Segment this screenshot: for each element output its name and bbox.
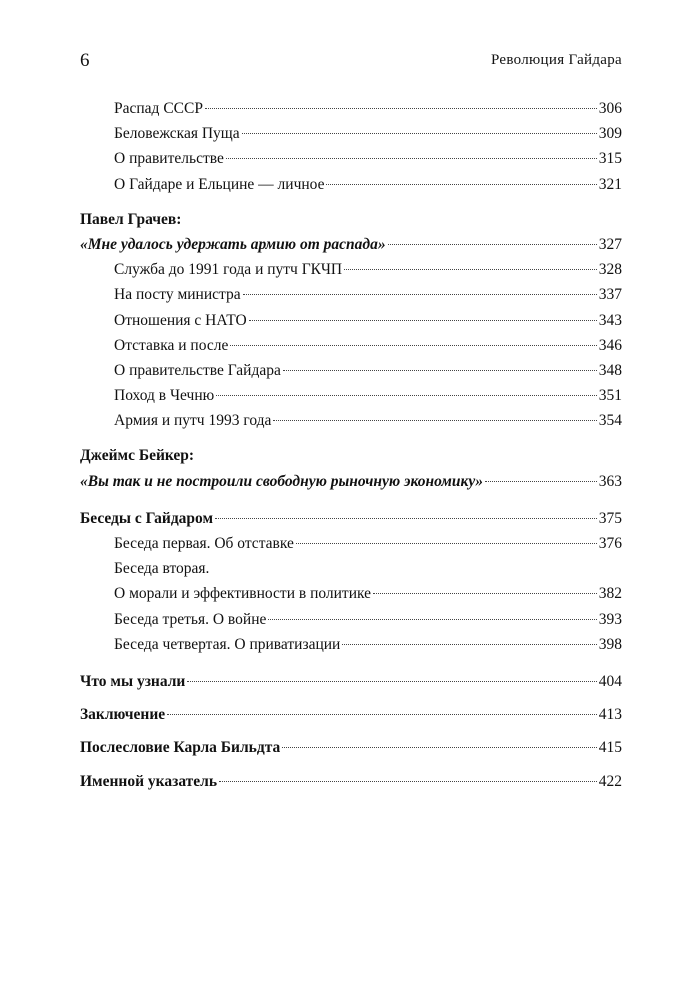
running-title: Революция Гайдара (490, 52, 622, 68)
toc-entry-label: Беловежская Пуща (114, 125, 240, 143)
toc-entry-page: 315 (598, 150, 622, 168)
dot-leader (187, 681, 596, 682)
toc-entry-label: Служба до 1991 года и путч ГКЧП (114, 261, 343, 279)
toc-entry-label: О правительстве (114, 150, 224, 168)
dot-leader (282, 747, 596, 748)
toc-entry-page: 398 (598, 635, 622, 653)
toc-entry-label: О Гайдаре и Ельцине — личное (114, 175, 325, 193)
toc-entry[interactable] (80, 121, 622, 146)
toc-entry-page: 346 (598, 336, 622, 354)
toc-entry-page: 306 (598, 100, 622, 117)
dot-leader (342, 644, 596, 645)
dot-leader (388, 244, 597, 245)
toc-entry[interactable] (80, 146, 622, 171)
toc-entry-page: 393 (598, 610, 622, 628)
toc-entry-label: О морали и эффективности в политике (114, 585, 372, 603)
dot-leader (249, 320, 597, 321)
dot-leader (344, 269, 597, 270)
running-head (80, 50, 622, 78)
toc-entry-page: 328 (598, 261, 622, 279)
toc-entry-page: 415 (598, 739, 622, 757)
toc-entry-page: 376 (598, 535, 622, 552)
dot-leader (485, 481, 597, 482)
toc-section-entry[interactable] (80, 769, 622, 794)
toc-entry-page: 363 (598, 472, 622, 490)
section-author: Джеймс Бейкер: (80, 447, 195, 465)
dot-leader (219, 781, 597, 782)
dot-leader (242, 133, 597, 134)
toc-entry-first-line: Беседа вторая. (114, 560, 210, 578)
dot-leader (273, 420, 596, 421)
dot-leader (226, 158, 597, 159)
toc-entry-page: 354 (598, 412, 622, 430)
toc-entry[interactable] (80, 282, 622, 307)
toc-entry-page: 422 (598, 772, 622, 790)
toc-entry-label: На посту министра (114, 286, 241, 304)
dot-leader (205, 108, 597, 109)
toc-entry[interactable] (80, 581, 622, 606)
toc-entry-label: Беседа третья. О войне (114, 610, 267, 628)
toc-section-entry[interactable] (80, 702, 622, 727)
toc-entry-page: 404 (598, 672, 622, 690)
toc-entry-label: Поход в Чечню (114, 387, 215, 405)
section-title: Заключение (80, 706, 166, 724)
toc-entry-page: 321 (598, 175, 622, 193)
section-title: «Мне удалось удержать армию от распада» (80, 235, 386, 253)
dot-leader (373, 593, 597, 594)
toc-entry-page: 327 (598, 235, 622, 253)
dot-leader (167, 714, 597, 715)
toc-entry-page: 382 (598, 585, 622, 603)
section-title: Именной указатель (80, 772, 218, 790)
toc-section-entry[interactable] (80, 669, 622, 694)
toc-entry-label: Беседа первая. Об отставке (114, 535, 294, 552)
toc-entry[interactable] (80, 358, 622, 383)
toc-section-entry[interactable] (80, 232, 622, 257)
toc-entry-page: 375 (598, 509, 622, 527)
dot-leader (296, 543, 597, 544)
toc-entry[interactable] (80, 333, 622, 358)
toc-entry-label: Армия и путч 1993 года (114, 412, 272, 430)
toc-entry-label: Отношения с НАТО (114, 311, 247, 329)
toc-entry[interactable] (80, 531, 622, 556)
dot-leader (283, 370, 597, 371)
section-title: Беседы с Гайдаром (80, 509, 214, 527)
toc-entry-label: Распад СССР (114, 100, 203, 117)
toc-section-entry[interactable] (80, 469, 622, 494)
toc-entry-page: 343 (598, 311, 622, 329)
toc-entry[interactable] (80, 257, 622, 282)
dot-leader (230, 345, 596, 346)
toc-entry-page: 309 (598, 125, 622, 143)
toc-entry-label: Беседа четвертая. О приватизации (114, 635, 341, 653)
toc-entry-page: 351 (598, 387, 622, 405)
toc-entry[interactable] (80, 96, 622, 121)
page-number: 6 (80, 50, 90, 71)
toc-section-entry[interactable] (80, 506, 622, 531)
toc-entry-page: 348 (598, 361, 622, 379)
section-title: «Вы так и не построили свободную рыночную экономику» (80, 472, 483, 490)
section-title: Послесловие Карла Бильдта (80, 739, 281, 757)
dot-leader (268, 619, 596, 620)
dot-leader (216, 395, 597, 396)
dot-leader (243, 294, 597, 295)
toc-entry[interactable] (80, 408, 622, 433)
toc-entry[interactable] (80, 383, 622, 408)
toc-entry-page: 413 (598, 706, 622, 724)
dot-leader (326, 184, 596, 185)
toc-entry[interactable] (80, 308, 622, 333)
section-author: Павел Грачев: (80, 210, 182, 228)
toc-entry-page: 337 (598, 286, 622, 304)
toc-entry-label: Отставка и после (114, 336, 229, 354)
toc-entry[interactable] (80, 607, 622, 632)
section-title: Что мы узнали (80, 672, 186, 690)
dot-leader (215, 518, 597, 519)
toc-entry-label: О правительстве Гайдара (114, 361, 281, 379)
toc-entry[interactable] (80, 172, 622, 197)
table-of-contents (80, 96, 622, 794)
toc-section-entry[interactable] (80, 735, 622, 760)
toc-entry[interactable] (80, 632, 622, 657)
